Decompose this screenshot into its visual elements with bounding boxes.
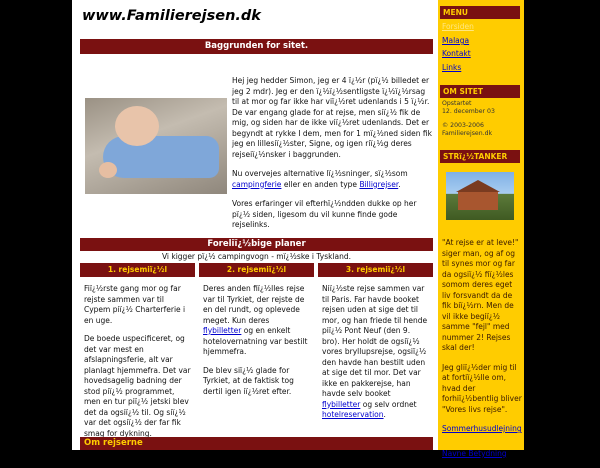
- site-title: www.Familierejsen.dk: [82, 8, 261, 24]
- flybilletter-link[interactable]: flybilletter: [203, 326, 242, 335]
- about-site-title: OM SITET: [440, 85, 520, 98]
- flybilletter-link-2[interactable]: flybilletter: [322, 399, 361, 409]
- menu-item-kontakt[interactable]: Kontakt: [442, 49, 471, 58]
- thoughts-title: STRï¿½TANKER: [440, 150, 520, 163]
- destination-column-3: [318, 263, 433, 433]
- billigrejser-link[interactable]: Billigrejser: [359, 179, 399, 189]
- quote-2: Jeg gliï¿½der mig til at fortiï¿½lle om, hvad der forhiï¿½bentlig bliver "Vores livs rejse".: [442, 362, 522, 414]
- thoughts-text: [442, 238, 522, 468]
- house-photo: [446, 172, 514, 220]
- hotelreservation-link[interactable]: hotelreservation: [322, 410, 384, 419]
- page: [72, 0, 522, 458]
- intro-paragraph-1: Hej jeg hedder Simon, jeg er 4 ï¿½r (pï¿½ billedet er jeg 2 mdr). Jeg er den ï¿½ï¿½sentligste ï¿½ï¿½rsag til at mor og far ikke har viï¿½ret udenlands i 5 ï¿½r. De var engang glade for at rejse, men siï¿½ fik de mig, og siden har de ikke viï¿½ret udenlands. Det er begyndt at rykke I dem, men for 1 mï¿½ned siden fik jeg en lillesiï¿½ster, Signe, og igen riï¿½g deres rejseiï¿½nsker i baggrunden.: [232, 76, 432, 159]
- menu-item-forsiden[interactable]: Forsiden: [442, 22, 474, 31]
- started-date: 12. december 03: [442, 108, 495, 115]
- started-label: Opstartet: [442, 100, 472, 107]
- destination-1-p2: De boede uspecificeret, og det var mest en afslapningsferie, alt var planlagt hjemmefra. Det var hovedsagelig badning der stod piï¿½ programmet, men en tur piï¿½ jetski blev det da ogsiï¿½ til. Og siï¿½ var det ogsiï¿½ der far fik smag for dykning.: [84, 334, 191, 438]
- destination-2-title: 2. rejsemiï¿½l: [199, 263, 314, 277]
- destination-2-p2: De blev siï¿½ glade for Tyrkiet, at de faktisk tog dertil igen iï¿½ret efter.: [203, 365, 294, 396]
- destination-3-title: 3. rejsemiï¿½l: [318, 263, 433, 277]
- copyright: © 2003-2006 Familierejsen.dk: [442, 122, 493, 137]
- plans-bar: Foreliï¿½bige planer: [80, 238, 433, 251]
- intro-paragraph-3: Vores erfaringer vil efterhï¿½ndden dukke op her pï¿½ siden, ligesom du vil kunne finde gode rejselinks.: [232, 199, 417, 229]
- destination-1-p1: Fiï¿½rste gang mor og far rejste sammen var til Cypem piï¿½ Charterferie i en uge.: [84, 284, 186, 325]
- menu-title: MENU: [440, 6, 520, 19]
- menu-item-malaga[interactable]: Malaga: [442, 36, 470, 45]
- intro-paragraph-2: Nu overvejes alternative lï¿½sninger, sï¿½som campingferie eller en anden type Billigrejser.: [232, 169, 408, 189]
- destination-column-1: [80, 263, 195, 438]
- destination-2-p1: Deres anden fiï¿½lles rejse var til Tyrkiet, der rejste de en del rundt, og oplevede meget. Kun deres flybilletter og en enkelt hotelovernatning var bestilt hjemmefra.: [203, 284, 308, 356]
- destinations-columns: [80, 263, 433, 438]
- baby-photo: [85, 98, 227, 194]
- intro-text: [232, 76, 434, 240]
- navne-betydning-link[interactable]: Navne Betydning: [442, 448, 507, 458]
- destination-1-title: 1. rejsemiï¿½l: [80, 263, 195, 277]
- about-bar: Om rejserne: [80, 437, 433, 450]
- main-content: [76, 0, 436, 450]
- destination-3-p1: Niï¿½ste rejse sammen var til Paris. Far havde booket rejsen uden at sige det til mor, og han friede til hende piï¿½ Pont Neuf (den 9. bro). Her holdt de ogsiï¿½ vores bryllupsrejse, ogsiï¿½ den havde han bestilt uden at sige det til mor. Det var ikke en pakkerejse, han havde selv booket flybilletter og selv ordnet hotelreservation.: [322, 284, 428, 419]
- campingferie-link[interactable]: campingferie: [232, 179, 282, 189]
- plans-subtitle: Vi kigger pï¿½ campingvogn - mï¿½ske i Tyskland.: [161, 252, 352, 261]
- menu-item-links[interactable]: Links: [442, 63, 462, 72]
- sidebar: [436, 0, 524, 458]
- intro-bar: Baggrunden for sitet.: [80, 39, 433, 54]
- quote-1: "At rejse er at leve!" siger man, og af og til synes mor og far da ogsiï¿½ fiï¿½les somom deres eget liv forsvandt da de fik biï¿½rn. Men de vil ikke begiï¿½ samme "fejl" med nummer 2! Rejses skal der!: [442, 238, 519, 352]
- destination-column-2: [199, 263, 314, 433]
- sommerhusudlejning-link[interactable]: Sommerhusudlejning: [442, 424, 522, 433]
